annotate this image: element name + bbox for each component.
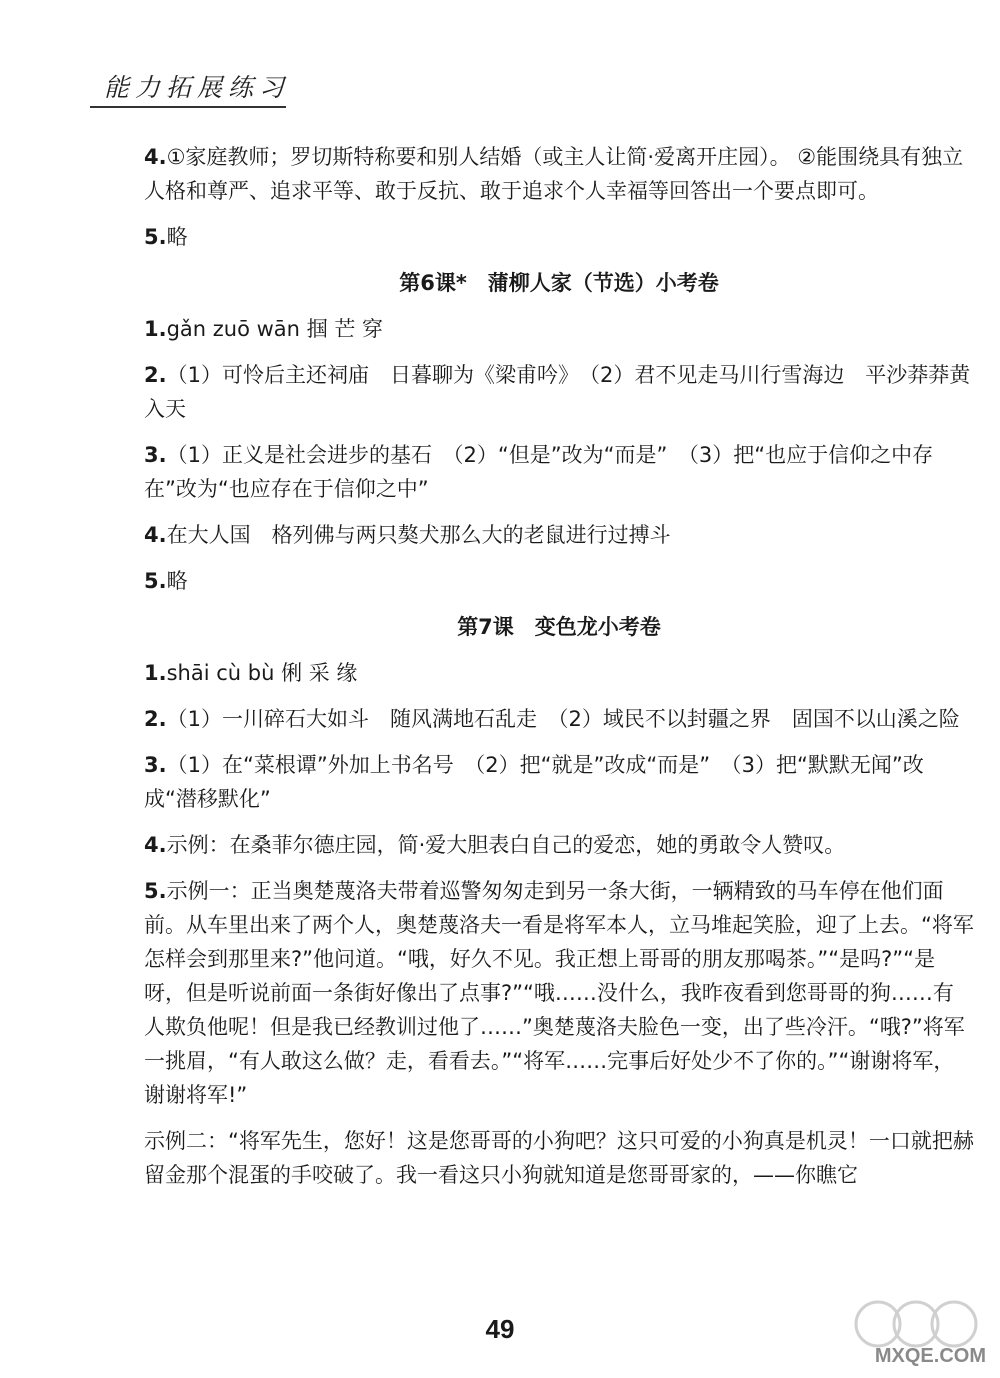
item-text: 略 [166, 225, 188, 249]
item-number: 2. [144, 707, 167, 731]
answer-item [104, 702, 974, 736]
item-text: （1）一川碎石大如斗 随风满地石乱走 （2）域民不以封疆之界 固国不以山溪之险 [166, 707, 960, 731]
item-text: 在大人国 格列佛与两只獒犬那么大的老鼠进行过搏斗 [166, 523, 671, 547]
item-number: 4. [144, 833, 167, 857]
watermark-text: MXQE.COM [874, 1345, 986, 1367]
answer-item [104, 358, 974, 426]
item-number: 5. [144, 879, 167, 903]
header-rule [90, 106, 286, 108]
answer-item [104, 220, 974, 254]
item-text: 示例二：“将军先生，您好！这是您哥哥的小狗吧？这只可爱的小狗真是机灵！一口就把赫留金那个混蛋的手咬破了。我一看这只小狗就知道是您哥哥家的，——你瞧它 [144, 1129, 974, 1187]
item-text: （1）在“菜根谭”外加上书名号 （2）把“就是”改成“而是” （3）把“默默无闻”改成“潜移默化” [144, 753, 924, 811]
item-number: 3. [144, 443, 167, 467]
item-text: （1）正义是社会进步的基石 （2）“但是”改为“而是” （3）把“也应于信仰之中存在”改为“也应存在于信仰之中” [144, 443, 934, 501]
item-number: 1. [144, 661, 167, 685]
answer-item-continued [104, 1124, 974, 1192]
lesson-7-title: 第7课 变色龙小考卷 [457, 615, 661, 639]
item-text: （1）可怜后主还祠庙 日暮聊为《梁甫吟》 （2）君不见走马川行雪海边 平沙莽莽黄入天 [144, 363, 971, 421]
lesson-6-title: 第6课* 蒲柳人家（节选）小考卷 [399, 271, 719, 295]
answer-item [104, 438, 974, 506]
item-number: 5. [144, 225, 167, 249]
item-number: 4. [144, 523, 167, 547]
item-text: ①家庭教师；罗切斯特称要和别人结婚（或主人让简·爱离开庄园）。 ②能围绕具有独立人格和尊严、追求平等、敢于反抗、敢于追求个人幸福等回答出一个要点即可。 [144, 145, 964, 203]
answer-item [104, 874, 974, 1112]
answer-item [104, 748, 974, 816]
item-number: 5. [144, 569, 167, 593]
page-content [104, 140, 974, 1204]
running-header: 能力拓展练习 [104, 73, 291, 102]
answer-item [104, 828, 974, 862]
item-text: shāi cù bù 俐 采 缘 [166, 661, 358, 685]
item-number: 1. [144, 317, 167, 341]
answer-item [104, 518, 974, 552]
answer-item [104, 140, 974, 208]
page-number: 49 [485, 1314, 515, 1344]
item-text: 示例：在桑菲尔德庄园，简·爱大胆表白自己的爱恋，她的勇敢令人赞叹。 [166, 833, 846, 857]
item-number: 3. [144, 753, 167, 777]
item-text: 示例一：正当奥楚蔑洛夫带着巡警匆匆走到另一条大街，一辆精致的马车停在他们面前。从车里出来了两个人，奥楚蔑洛夫一看是将军本人，立马堆起笑脸，迎了上去。“将军怎样会到那里来?”他问道。“哦，好久不见。我正想上哥哥的朋友那喝茶。”“是吗?”“是呀，但是听说前面一条街好像出了点事?”“哦……没什么，我昨夜看到您哥哥的狗……有人欺负他呢！但是我已经教训过他了……”奥楚蔑洛夫脸色一变，出了些冷汗。“哦?”将军一挑眉，“有人敢这么做？走，看看去。”“将军……完事后好处少不了你的。”“谢谢将军，谢谢将军!” [144, 879, 974, 1107]
item-number: 2. [144, 363, 167, 387]
answer-item [104, 656, 974, 690]
answer-item [104, 312, 974, 346]
answer-item [104, 564, 974, 598]
item-number: 4. [144, 145, 167, 169]
item-text: gǎn zuō wān 掴 芒 穿 [166, 317, 384, 341]
item-text: 略 [166, 569, 188, 593]
